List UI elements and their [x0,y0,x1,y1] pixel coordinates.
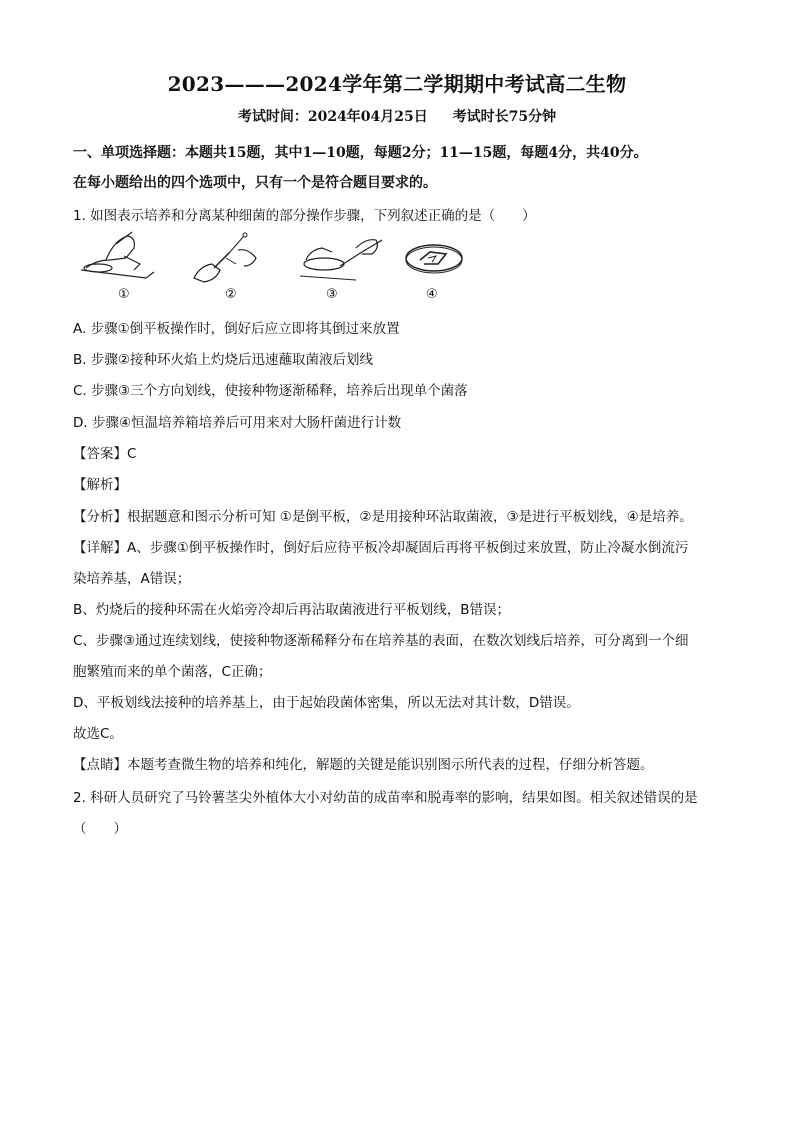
q2-stem-line1: 2. 科研人员研究了马铃薯茎尖外植体大小对幼苗的成苗率和脱毒率的影响，结果如图。相关叙述错误的是 [73,790,698,806]
step3-streaking-illustration [296,230,386,285]
q1-stem: 1. 如图表示培养和分离某种细菌的部分操作步骤，下列叙述正确的是（ ） [73,208,536,224]
exam-info [0,106,794,126]
section-instruction: 在每小题给出的四个选项中，只有一个是符合题目要求的。 [73,175,437,191]
q1-dianjing: 【点睛】本题考查微生物的培养和纯化，解题的关键是能识别图示所代表的过程，仔细分析答题。 [73,757,654,773]
step1-pour-plate-illustration [76,230,156,285]
q1-option-d: D. 步骤④恒温培养箱培养后可用来对大肠杆菌进行计数 [73,415,402,431]
q1-answer: 【答案】C [73,446,137,462]
q1-choice: 故选C。 [73,726,123,742]
exam-duration: 考试时长75分钟 [452,109,557,125]
q1-option-c: C. 步骤③三个方向划线，使接种物逐渐稀释，培养后出现单个菌落 [73,383,468,399]
q1-detail-d: D、平板划线法接种的培养基上，由于起始段菌体密集，所以无法对其计数，D错误。 [73,695,580,711]
exam-time: 考试时间：2024年04月25日 [237,109,428,125]
figure-label-4: ④ [426,287,438,302]
q1-option-b: B. 步骤②接种环火焰上灼烧后迅速蘸取菌液后划线 [73,352,373,368]
q1-analysis-heading: 【解析】 [73,477,127,493]
q1-detail-a-line1: 【详解】A、步骤①倒平板操作时，倒好后应待平板冷却凝固后再将平板倒过来放置，防止冷凝水倒流污 [73,540,689,556]
step2-inoculating-loop-illustration [186,230,266,285]
q1-figure [76,230,476,310]
page-title: 2023———2024学年第二学期期中考试高二生物 [167,72,627,96]
section-heading: 一、单项选择题：本题共15题，其中1—10题，每题2分；11—15题，每题4分，共40分。 [73,145,648,161]
q1-detail-c-line2: 胞繁殖而来的单个菌落，C正确； [73,664,272,680]
q2-stem-line2: （ ） [73,821,127,837]
q1-fenxi: 【分析】根据题意和图示分析可知 ①是倒平板，②是用接种环沾取菌液，③是进行平板划线，④是培养。 [73,509,693,525]
q1-option-a: A. 步骤①倒平板操作时，倒好后应立即将其倒过来放置 [73,321,400,337]
figure-label-2: ② [225,287,237,302]
q1-detail-c-line1: C、步骤③通过连续划线，使接种物逐渐稀释分布在培养基的表面，在数次划线后培养，可分离到一个细 [73,633,689,649]
q1-detail-b: B、灼烧后的接种环需在火焰旁冷却后再沾取菌液进行平板划线，B错误； [73,602,511,618]
figure-label-3: ③ [326,287,338,302]
step4-petri-dish-illustration [402,230,466,285]
figure-label-1: ① [118,287,130,302]
q1-detail-a-line2: 染培养基，A错误； [73,571,191,587]
